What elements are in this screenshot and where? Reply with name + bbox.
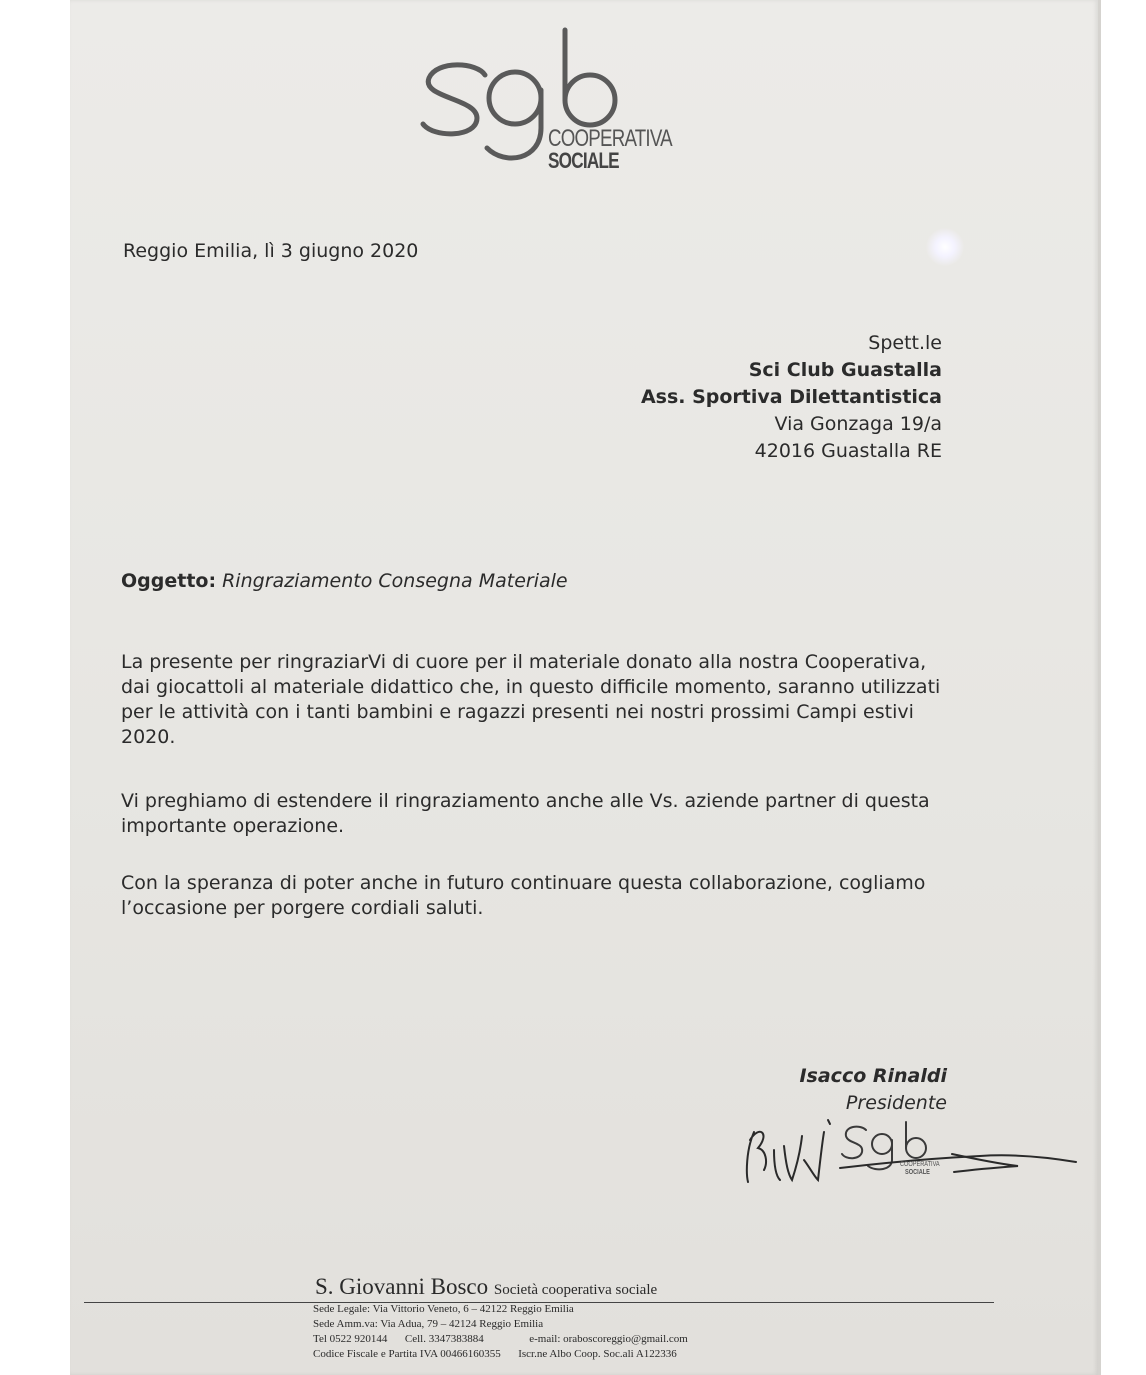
- handwritten-signature: [740, 1110, 1080, 1190]
- light-glare: [926, 228, 964, 266]
- sgb-logo: [415, 20, 655, 180]
- body-paragraph: Vi preghiamo di estendere il ringraziamento anche alle Vs. aziende partner di questa importante operazione.: [121, 790, 930, 837]
- footer-details: [313, 1302, 688, 1362]
- recipient-salutation: Spett.le: [868, 332, 942, 354]
- footer-legal: [313, 1347, 688, 1362]
- stamp-text-sociale: SOCIALE: [905, 1169, 930, 1176]
- logo-text-sociale: SOCIALE: [548, 148, 619, 173]
- signer-name: Isacco Rinaldi: [799, 1065, 947, 1087]
- footer-sede-amministrativa: Sede Amm.va: Via Adua, 79 – 42124 Reggio Emilia: [313, 1318, 544, 1330]
- footer-tel: Tel 0522 920144: [313, 1333, 388, 1345]
- footer-company: [315, 1274, 657, 1300]
- subject-label: Oggetto:: [121, 570, 217, 592]
- subject-text: Ringraziamento Consegna Materiale: [222, 570, 568, 592]
- footer-email: e-mail: oraboscoreggio@gmail.com: [529, 1333, 688, 1345]
- recipient-street: Via Gonzaga 19/a: [774, 413, 942, 435]
- stamp-text-cooperativa: COOPERATIVA: [900, 1161, 940, 1168]
- recipient-address: [641, 330, 942, 465]
- footer-contacts: [313, 1332, 688, 1347]
- body-paragraph: La presente per ringraziarVi di cuore per il materiale donato alla nostra Cooperativa, dai giocattoli al materiale didattico che, in questo difficile momento, saranno utilizzati per le attività con i tanti bambini e ragazzi presenti nei nostri prossimi Campi estivi 2020.: [121, 651, 941, 748]
- recipient-city: 42016 Guastalla RE: [754, 440, 942, 462]
- signer-role: Presidente: [845, 1092, 947, 1114]
- letter-date: Reggio Emilia, lì 3 giugno 2020: [123, 240, 419, 262]
- footer-cell: Cell. 3347383884: [404, 1333, 484, 1345]
- footer-albo: Iscr.ne Albo Coop. Soc.ali A122336: [518, 1348, 677, 1360]
- recipient-org: Sci Club Guastalla: [748, 359, 942, 381]
- recipient-org-type: Ass. Sportiva Dilettantistica: [640, 386, 942, 408]
- page-edge: [1098, 0, 1101, 1375]
- body-paragraph: Con la speranza di poter anche in futuro continuare questa collaborazione, cogliamo l’occasione per porgere cordiali saluti.: [121, 872, 926, 919]
- footer-fiscal: Codice Fiscale e Partita IVA 00466160355: [313, 1348, 501, 1360]
- letter-subject: [121, 570, 568, 592]
- footer-company-name: S. Giovanni Bosco: [315, 1274, 489, 1299]
- footer-company-type: Società cooperativa sociale: [493, 1282, 658, 1298]
- logo-text-cooperativa: COOPERATIVA: [548, 125, 672, 152]
- footer-sede-legale: Sede Legale: Via Vittorio Veneto, 6 – 42122 Reggio Emilia: [313, 1303, 574, 1315]
